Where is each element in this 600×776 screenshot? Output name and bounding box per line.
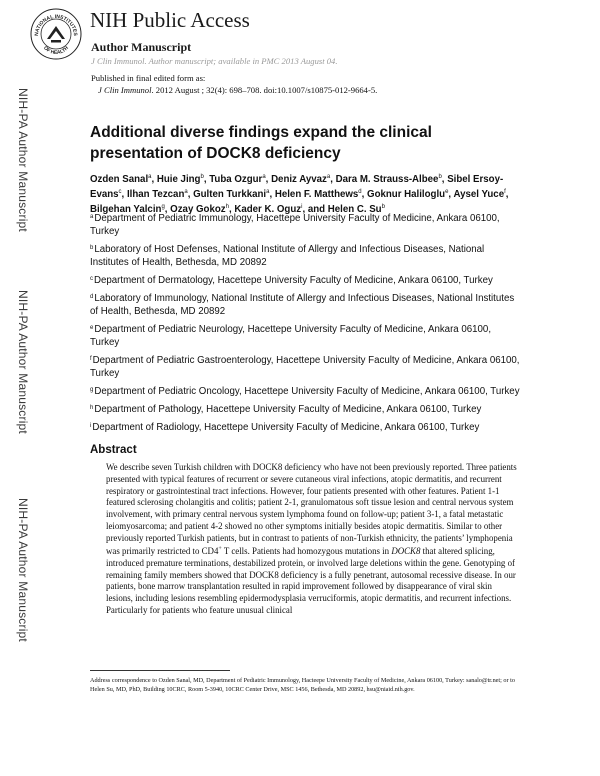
author-separator: , [265, 174, 272, 185]
abstract-superscript: + [218, 546, 222, 553]
availability-note: J Clin Immunol. Author manuscript; available in PMC 2013 August 04. [91, 56, 338, 66]
author-name: Helen C. Su [327, 204, 382, 215]
author-affiliation-mark: a [184, 189, 188, 195]
author-name: Deniz Ayvaz [271, 174, 327, 185]
author-separator: , [441, 174, 448, 185]
affiliation-text: Department of Radiology, Hacettepe University Faculty of Medicine, Ankara 06100, Turkey [92, 422, 480, 433]
affiliation-item [90, 211, 520, 238]
affiliation-text: Department of Dermatology, Hacettepe University Faculty of Medicine, Ankara 06100, Turkey [94, 275, 493, 286]
author-name: Kader K. Oguz [234, 204, 302, 215]
author-affiliation-mark: b [381, 204, 385, 210]
author-name: Sibel Ersoy-Evans [90, 174, 504, 200]
nih-public-access-title: NIH Public Access [90, 8, 250, 32]
affiliation-mark: a [90, 214, 94, 220]
affiliation-mark: e [90, 325, 94, 331]
affiliation-list [90, 211, 520, 438]
published-note: Published in final edited form as: [91, 73, 206, 83]
author-separator: , [330, 174, 336, 185]
citation [98, 85, 377, 95]
side-label-middle: NIH-PA Author Manuscript [16, 290, 30, 434]
logo-top-text: NATIONAL INSTITUTES [33, 13, 79, 37]
affiliation-mark: h [90, 405, 94, 411]
affiliation-item [90, 242, 520, 269]
author-name: Ilhan Tezcan [126, 189, 185, 200]
abstract-heading: Abstract [90, 444, 137, 456]
affiliation-item [90, 384, 520, 398]
author-separator: , [361, 189, 368, 200]
affiliation-mark: f [90, 356, 92, 362]
author-affiliation-mark: a [262, 174, 266, 180]
author-affiliation-mark: b [438, 174, 442, 180]
affiliation-item [90, 420, 520, 434]
author-separator: , [164, 204, 171, 215]
side-label-top: NIH-PA Author Manuscript [16, 88, 30, 232]
author-name: Ozay Gokoz [170, 204, 226, 215]
nih-logo [30, 8, 82, 60]
affiliation-item [90, 402, 520, 416]
affiliation-item [90, 291, 520, 318]
author-name: Bilgehan Yalcin [90, 204, 162, 215]
affiliation-text: Laboratory of Host Defenses, National Institute of Allergy and Infectious Diseases, National Institutes of Health, Bethesda, MD 20892 [90, 244, 485, 268]
side-label-bottom: NIH-PA Author Manuscript [16, 498, 30, 642]
author-list [90, 171, 520, 216]
author-affiliation-mark: d [358, 189, 362, 195]
affiliation-mark: i [90, 423, 92, 429]
author-separator: , and [302, 204, 328, 215]
affiliation-mark: g [90, 387, 94, 393]
affiliation-mark: b [90, 245, 94, 251]
journal-name: J Clin Immunol [98, 85, 152, 95]
affiliation-text: Department of Pathology, Hacettepe University Faculty of Medicine, Ankara 06100, Turkey [94, 404, 482, 415]
author-name: Aysel Yuce [453, 189, 505, 200]
author-affiliation-mark: a [266, 189, 270, 195]
affiliation-item [90, 322, 520, 349]
affiliation-mark: d [90, 294, 94, 300]
affiliation-text: Department of Pediatric Oncology, Hacettepe University Faculty of Medicine, Ankara 06100, Turkey [94, 386, 520, 397]
author-affiliation-mark: b [200, 174, 204, 180]
citation-details: . 2012 August ; 32(4): 698–708. doi:10.1007/s10875-012-9664-5. [151, 85, 378, 95]
author-name: Ozden Sanal [90, 174, 149, 185]
author-manuscript-label: Author Manuscript [91, 40, 192, 54]
author-name: Gulten Turkkani [193, 189, 267, 200]
author-affiliation-mark: g [161, 204, 165, 210]
abstract-part-1: We describe seven Turkish children with DOCK8 deficiency who have not been previously reported. Three patients presented with typical features of recurrent or severe cutaneous viral infections, atopic dermatitis, and recurrent respiratory or gastrointestinal tract infections. However, four patients presented with other features. Patient 1-1 featured sclerosing cholangitis and colitis; patient 2-1, granulomatous soft tissue lesion and central nervous system involvement, with primary central nervous system lymphoma found on follow-up; patient 3-1, a fatal metastatic leiomyosarcoma; and patient 4-2 showed no other symptoms initially besides atopic dermatitis. Similar to other previously reported Turkish patients, but in contrast to patients of non-Turkish ethnicity, the patients’ lymphopenia was primarily restricted to CD4 [106, 462, 517, 557]
affiliation-item [90, 353, 520, 380]
author-name: Tuba Ozgur [209, 174, 263, 185]
footnote-divider [90, 670, 230, 671]
author-affiliation-mark: h [225, 204, 229, 210]
affiliation-item [90, 273, 520, 287]
correspondence-footnote: Address correspondence to Ozden Sanal, MD, Department of Pediatric Immunology, Hacteepe University Faculty of Medicine, Ankara 06100, Turkey: sanalo@tr.net; or to Helen Su, MD, PhD, Building 10CRC, Room 5-3940, 10CRC Center Drive, MSC 1456, Bethesda, MD 20892, hsu@niaid.nih.gov. [90, 677, 515, 693]
author-affiliation-mark: f [504, 189, 506, 195]
abstract-part-2: T cells. Patients had homozygous mutations in [221, 546, 392, 557]
affiliation-text: Laboratory of Immunology, National Institute of Allergy and Infectious Diseases, National Institutes of Health, Bethesda, MD 20892 [90, 293, 515, 317]
author-separator: , [269, 189, 275, 200]
article-title: Additional diverse findings expand the clinical presentation of DOCK8 deficiency [90, 124, 432, 162]
affiliation-text: Department of Pediatric Neurology, Hacettepe University Faculty of Medicine, Ankara 06100, Turkey [90, 324, 492, 348]
author-affiliation-mark: a [326, 174, 331, 180]
author-affiliation-mark: c [118, 189, 122, 195]
author-separator: , [448, 189, 454, 200]
author-name: Helen F. Matthews [274, 189, 359, 200]
author-name: Huie Jing [156, 174, 201, 185]
author-name: Goknur Haliloglu [367, 189, 446, 200]
author-affiliation-mark: a [148, 174, 152, 180]
abstract-text [106, 462, 520, 617]
author-affiliation-mark: e [445, 189, 449, 195]
affiliation-text: Department of Pediatric Gastroenterology, Hacettepe University Faculty of Medicine, Ankara 06100, Turkey [90, 355, 520, 379]
logo-bottom-text: OF HEALTH [42, 45, 70, 57]
affiliation-mark: c [90, 276, 93, 282]
author-name: Dara M. Strauss-Albee [335, 174, 439, 185]
author-separator: , [505, 189, 509, 200]
abstract-part-3: that altered splicing, introduced premature terminations, destabilized protein, or involved large deletions within the gene. Genotyping of remaining family members showed that DOCK8 deficiency is a fully penetrant, autosomal recessive disease. In our patients, bone marrow transplantation resulted in rapid improvement followed by disappearance of viral skin lesions, including lesions resembling epidermodysplasia verruciformis, atopic dermatitis, and recurrent infections. Particularly for patients who feature unusual clinical [106, 546, 516, 615]
author-separator: , [203, 174, 210, 185]
author-separator: , [187, 189, 194, 200]
author-separator: , [121, 189, 127, 200]
author-separator: , [151, 174, 157, 185]
author-separator: , [228, 204, 235, 215]
author-affiliation-mark: i [301, 204, 303, 210]
gene-name: DOCK8 [391, 546, 421, 557]
affiliation-text: Department of Pediatric Immunology, Hacettepe University Faculty of Medicine, Ankara 06100, Turkey [90, 213, 500, 237]
